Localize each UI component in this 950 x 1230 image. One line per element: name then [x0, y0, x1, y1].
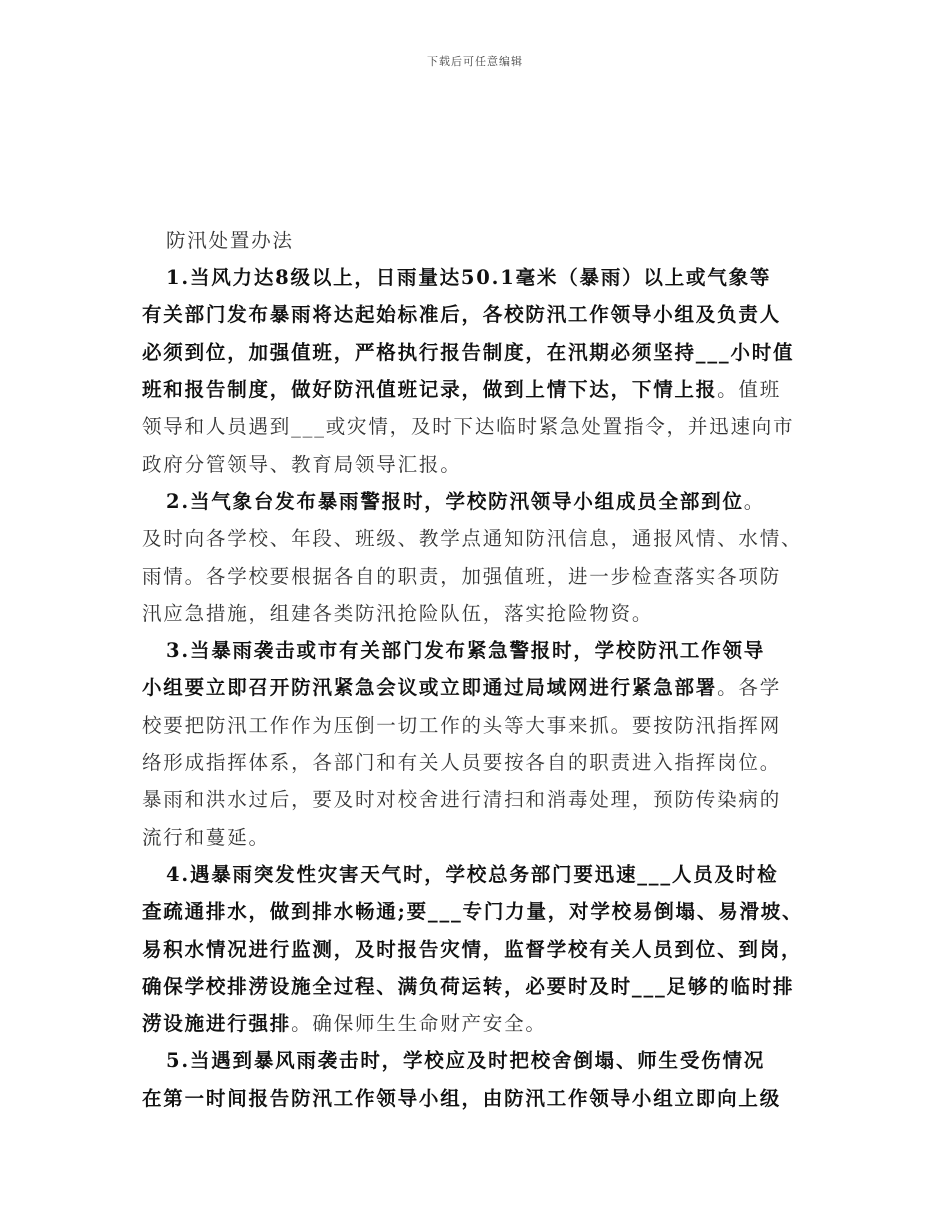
text-line: 络形成指挥体系，各部门和有关人员要按各自的职责进入指挥岗位。 — [142, 751, 782, 775]
text-line — [142, 110, 828, 147]
text-line: 班和报告制度，做好防汛值班记录，做到上情下达，下情上报。值班 — [142, 378, 782, 402]
text-line: 雨情。各学校要根据各自的职责，加强值班，进一步检查落实各项防 — [142, 564, 782, 588]
text-line: 易积水情况进行监测，及时报告灾情，监督学校有关人员到位、到岗， — [142, 937, 803, 961]
text-line: 有关部门发布暴雨将达起始标准后，各校防汛工作领导小组及负责人 — [142, 303, 782, 327]
text-line: 必须到位，加强值班，严格执行报告制度，在汛期必须坚持___小时值 — [142, 340, 795, 364]
text-line: 在第一时间报告防汛工作领导小组，由防汛工作领导小组立即向上级 — [142, 1086, 782, 1110]
text-line: 5.当遇到暴风雨袭击时，学校应及时把校舍倒塌、师生受伤情况 — [166, 1049, 766, 1073]
text-line — [142, 147, 828, 184]
text-line: 暴雨和洪水过后，要及时对校舍进行清扫和消毒处理，预防传染病的 — [142, 788, 782, 812]
text-line: 及时向各学校、年段、班级、教学点通知防汛信息，通报风情、水情、 — [142, 527, 803, 551]
text-line: 3.当暴雨袭击或市有关部门发布紧急警报时，学校防汛工作领导 — [166, 639, 766, 663]
text-line: 流行和蔓延。 — [142, 825, 270, 849]
text-line: 查疏通排水，做到排水畅通;要___专门力量，对学校易倒塌、易滑坡、 — [142, 900, 804, 924]
text-line: 小组要立即召开防汛紧急会议或立即通过局域网进行紧急部署。各学 — [142, 676, 782, 700]
document-body — [142, 110, 828, 1117]
text-line — [142, 185, 828, 222]
text-line: 涝设施进行强排。确保师生生命财产安全。 — [142, 1012, 547, 1036]
text-line: 2.当气象台发布暴雨警报时，学校防汛领导小组成员全部到位。 — [166, 489, 766, 513]
text-line: 4.遇暴雨突发性灾害天气时，学校总务部门要迅速___人员及时检 — [166, 862, 779, 886]
text-line: 1.当风力达8级以上，日雨量达50.1毫米（暴雨）以上或气象等 — [166, 266, 772, 290]
text-line: 校要把防汛工作作为压倒一切工作的头等大事来抓。要按防汛指挥网 — [142, 713, 782, 737]
text-line: 确保学校排涝设施全过程、满负荷运转，必要时及时___足够的临时排 — [142, 974, 795, 998]
page-header: 下载后可任意编辑 — [427, 55, 523, 68]
text-line: 领导和人员遇到___或灾情，及时下达临时紧急处置指令，并迅速向市 — [142, 415, 795, 439]
section-heading: 防汛处置办法 — [166, 228, 294, 252]
text-line: 政府分管领导、教育局领导汇报。 — [142, 452, 462, 476]
text-line: 汛应急措施，组建各类防汛抢险队伍，落实抢险物资。 — [142, 601, 654, 625]
